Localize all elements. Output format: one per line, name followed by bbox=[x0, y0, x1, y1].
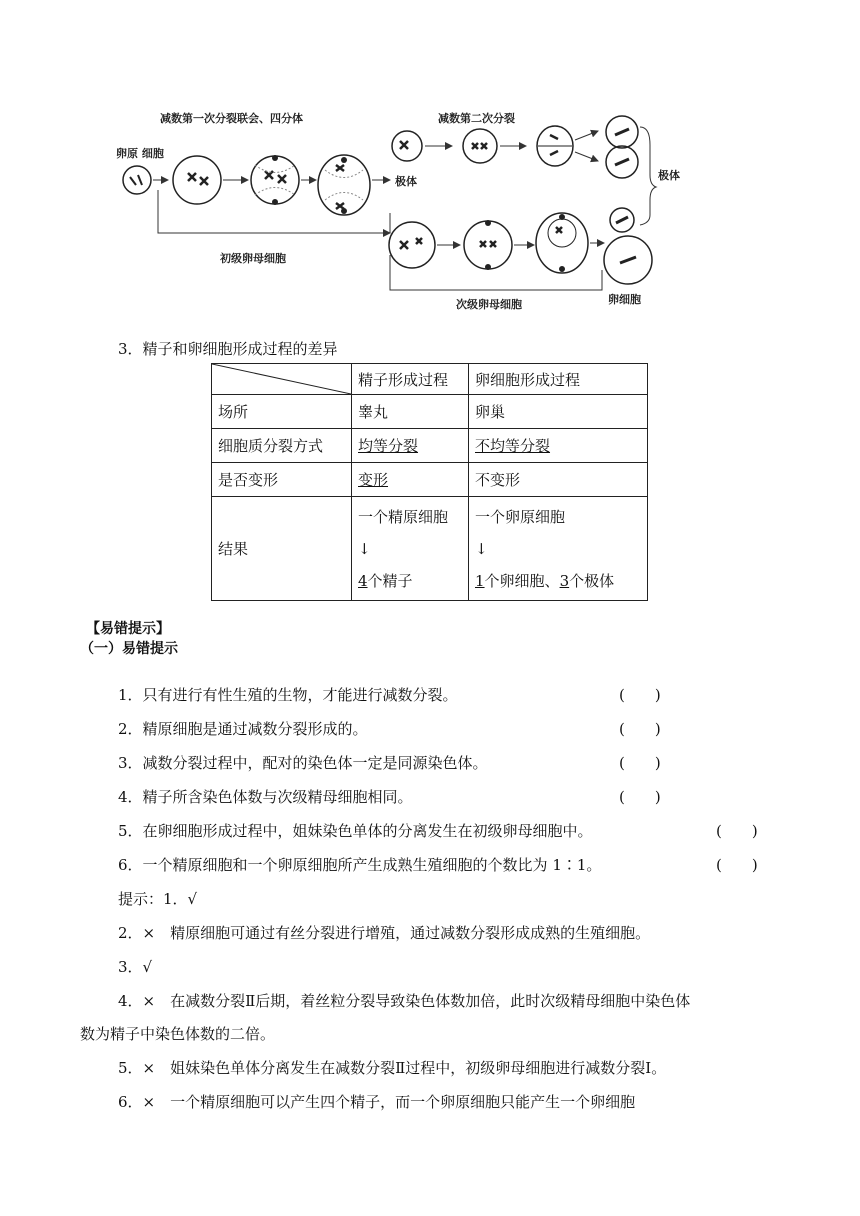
table-row bbox=[212, 364, 648, 395]
row-label: 场所 bbox=[212, 395, 352, 429]
cell-sperm: 睾丸 bbox=[352, 395, 469, 429]
egg-result-line1: 一个卵原细胞 bbox=[475, 507, 566, 526]
answer-blank: ( ) bbox=[619, 720, 661, 738]
egg-count: 1 bbox=[475, 571, 485, 590]
secondary-oocyte-1 bbox=[389, 222, 435, 268]
answer-2: 2．× 精原细胞可通过有丝分裂进行增殖，通过减数分裂形成成熟的生殖细胞。 bbox=[118, 924, 651, 942]
oogonium-cell bbox=[123, 166, 151, 194]
answer-blank: ( ) bbox=[716, 822, 758, 840]
oogenesis-diagram bbox=[110, 105, 710, 325]
polar-body-cell-c bbox=[537, 126, 573, 166]
cell-egg: 不变形 bbox=[469, 463, 648, 497]
hint-item-3: 3．减数分裂过程中，配对的染色体一定是同源染色体。 bbox=[118, 754, 488, 772]
answer-blank: ( ) bbox=[619, 686, 661, 704]
answer-5: 5．× 姐妹染色单体分离发生在减数分裂Ⅱ过程中，初级卵母细胞进行减数分裂Ⅰ。 bbox=[118, 1059, 667, 1077]
answer-6: 6．× 一个精原细胞可以产生四个精子，而一个卵原细胞只能产生一个卵细胞 bbox=[118, 1093, 636, 1111]
answer-blank: ( ) bbox=[619, 754, 661, 772]
polar-body-cell-b bbox=[463, 129, 497, 163]
label-oogonium: 卵原 细胞 bbox=[116, 147, 164, 160]
row-label: 是否变形 bbox=[212, 463, 352, 497]
answer-blank: ( ) bbox=[619, 788, 661, 806]
label-secondary-oocyte: 次级卵母细胞 bbox=[456, 298, 522, 311]
hint-item-6: 6．一个精原细胞和一个卵原细胞所产生成熟生殖细胞的个数比为 1∶1。 bbox=[118, 856, 602, 874]
egg-result-text: 个卵细胞、 bbox=[484, 571, 560, 590]
secondary-oocyte-3 bbox=[536, 213, 588, 273]
hints-subtitle: （一）易错提示 bbox=[80, 641, 178, 657]
egg-result-rest: 个极体 bbox=[569, 571, 615, 590]
table-row bbox=[212, 429, 648, 463]
hint-item-4: 4．精子所含染色体数与次级精母细胞相同。 bbox=[118, 788, 413, 806]
sperm-result-text: 个精子 bbox=[367, 571, 413, 590]
hint-item-2: 2．精原细胞是通过减数分裂形成的。 bbox=[118, 720, 368, 738]
label-primary-oocyte: 初级卵母细胞 bbox=[220, 252, 286, 265]
section-3-title: 3．精子和卵细胞形成过程的差异 bbox=[118, 340, 338, 358]
table-row bbox=[212, 497, 648, 601]
table-row bbox=[212, 395, 648, 429]
primary-oocyte-3 bbox=[318, 155, 370, 215]
primary-oocyte-2 bbox=[251, 155, 299, 205]
answer-1: 提示：1．√ bbox=[118, 890, 198, 908]
label-polar-body-2: 极体 bbox=[658, 169, 680, 182]
header-egg: 卵细胞形成过程 bbox=[469, 364, 648, 395]
primary-oocyte-1 bbox=[173, 156, 221, 204]
answer-4: 4．× 在减数分裂Ⅱ后期，着丝粒分裂导致染色体数加倍，此时次级精母细胞中染色体 bbox=[118, 992, 691, 1010]
comparison-table bbox=[211, 363, 648, 601]
label-meiosis2: 减数第二次分裂 bbox=[438, 112, 515, 125]
arrow-down-icon: ↓ bbox=[358, 539, 371, 558]
arrow-down-icon: ↓ bbox=[475, 539, 488, 558]
hint-item-1: 1．只有进行有性生殖的生物，才能进行减数分裂。 bbox=[118, 686, 458, 704]
secondary-oocyte-2 bbox=[464, 220, 512, 270]
cell-egg: 卵巢 bbox=[469, 395, 648, 429]
row-label: 细胞质分裂方式 bbox=[212, 429, 352, 463]
polar-body-cell-a bbox=[392, 131, 422, 161]
cell-egg: 不均等分裂 bbox=[475, 437, 551, 455]
cell-sperm: 变形 bbox=[358, 471, 389, 489]
row-label: 结果 bbox=[212, 497, 352, 601]
hint-item-5: 5．在卵细胞形成过程中，姐妹染色单体的分离发生在初级卵母细胞中。 bbox=[118, 822, 593, 840]
label-meiosis1: 减数第一次分裂联会、四分体 bbox=[160, 112, 303, 125]
polar-count: 3 bbox=[559, 571, 570, 590]
cell-sperm: 均等分裂 bbox=[358, 437, 419, 455]
table-row bbox=[212, 463, 648, 497]
answer-blank: ( ) bbox=[716, 856, 758, 874]
diagonal-header-cell bbox=[212, 364, 352, 395]
answer-3: 3．√ bbox=[118, 958, 153, 976]
header-sperm: 精子形成过程 bbox=[352, 364, 469, 395]
sperm-result-line1: 一个精原细胞 bbox=[358, 507, 449, 526]
sperm-count: 4 bbox=[358, 571, 368, 590]
hints-title: 【易错提示】 bbox=[86, 621, 170, 637]
label-egg: 卵细胞 bbox=[608, 293, 641, 306]
answer-4-cont: 数为精子中染色体数的二倍。 bbox=[80, 1025, 276, 1043]
label-polar-body-1: 极体 bbox=[395, 175, 417, 188]
